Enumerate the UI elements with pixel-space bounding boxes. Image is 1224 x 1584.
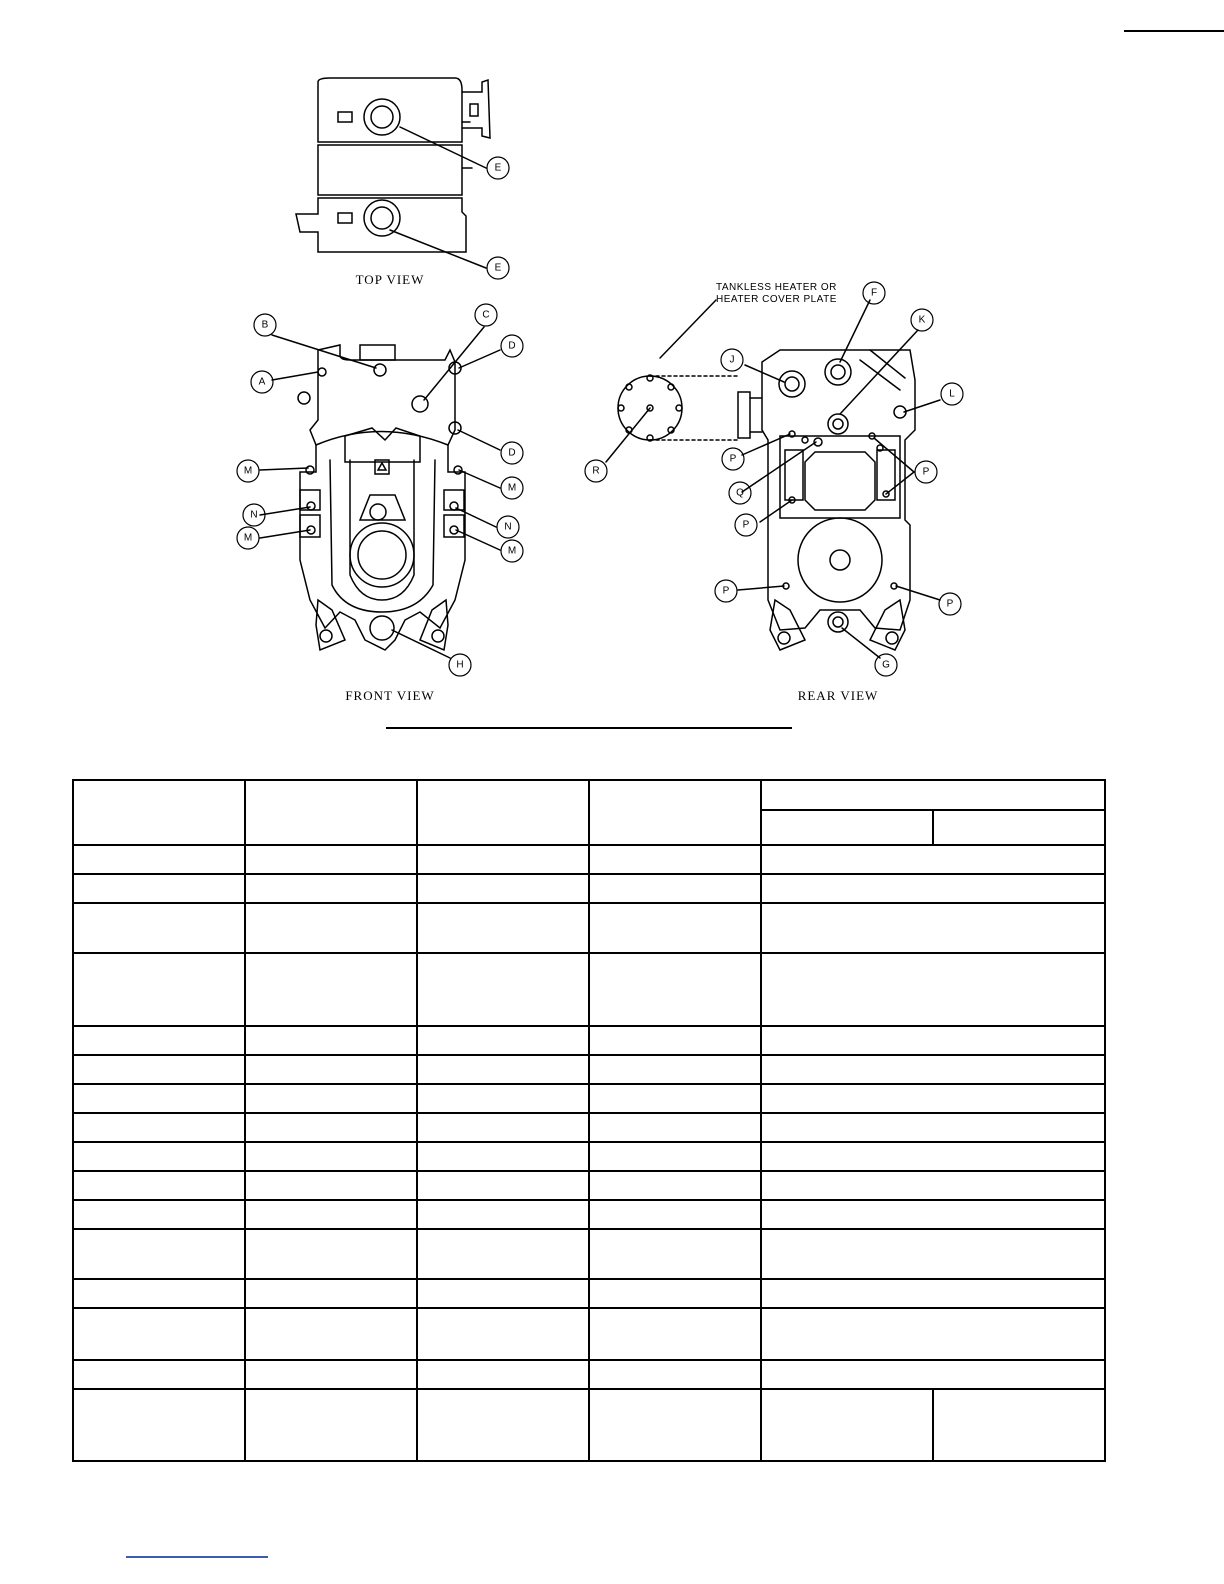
- callout-k: K: [918, 314, 926, 326]
- table-cell: [761, 845, 1105, 874]
- boiler-figure: [0, 0, 1224, 760]
- table-row: [73, 1389, 1105, 1461]
- table-cell: [417, 1171, 589, 1200]
- table-row: [73, 1360, 1105, 1389]
- table-cell: [417, 1308, 589, 1360]
- callout-f: F: [870, 287, 878, 299]
- table-row: [73, 953, 1105, 1026]
- table-cell: [73, 953, 245, 1026]
- table-cell: [589, 1055, 761, 1084]
- table-cell: [245, 1084, 417, 1113]
- table-cell: [933, 810, 1105, 845]
- table-cell: [417, 1142, 589, 1171]
- table-cell: [73, 1308, 245, 1360]
- table-cell: [417, 1200, 589, 1229]
- table-cell: [73, 1084, 245, 1113]
- table-cell: [589, 1084, 761, 1113]
- front-view-caption: FRONT VIEW: [345, 688, 435, 703]
- table-cell: [73, 1142, 245, 1171]
- table-cell: [589, 953, 761, 1026]
- table-row: [73, 1142, 1105, 1171]
- table-row: [73, 1113, 1105, 1142]
- table-cell: [245, 953, 417, 1026]
- table-cell: [73, 780, 245, 845]
- table-cell: [761, 1142, 1105, 1171]
- heater-note-line-1: TANKLESS HEATER OR: [716, 282, 837, 293]
- table-cell: [589, 780, 761, 845]
- top-view-caption: TOP VIEW: [355, 272, 425, 287]
- table-cell: [417, 1360, 589, 1389]
- table-row: [73, 1026, 1105, 1055]
- table-cell: [245, 1171, 417, 1200]
- table-cell: [761, 1229, 1105, 1279]
- table-cell: [417, 903, 589, 953]
- callout-p-5: P: [946, 598, 954, 610]
- rear-view-drawing: [738, 350, 915, 650]
- callout-m-right-lower: M: [507, 545, 517, 557]
- table-cell: [73, 1389, 245, 1461]
- table-cell: [245, 874, 417, 903]
- table-cell: [761, 780, 1105, 810]
- table-row: [73, 874, 1105, 903]
- table-cell: [417, 1113, 589, 1142]
- table-cell: [73, 903, 245, 953]
- table-cell: [589, 903, 761, 953]
- table-cell: [245, 1026, 417, 1055]
- table-cell: [589, 1171, 761, 1200]
- rear-view-caption: REAR VIEW: [797, 688, 879, 703]
- callout-p-3: P: [922, 466, 930, 478]
- top-view-drawing: [296, 78, 490, 252]
- callout-m-left-lower: M: [243, 532, 253, 544]
- table-row: [73, 1229, 1105, 1279]
- callout-p-4: P: [722, 585, 730, 597]
- table-cell: [589, 874, 761, 903]
- heater-note-line-2: HEATER COVER PLATE: [716, 294, 837, 305]
- table-cell: [417, 780, 589, 845]
- table-cell: [761, 1308, 1105, 1360]
- table-cell: [761, 1279, 1105, 1308]
- callout-l: L: [949, 388, 955, 400]
- table-cell: [73, 1200, 245, 1229]
- callout-g: G: [882, 659, 890, 671]
- callout-m-right-upper: M: [507, 482, 517, 494]
- table-cell: [245, 1389, 417, 1461]
- table-cell: [589, 1200, 761, 1229]
- table-row: [73, 1084, 1105, 1113]
- callout-n-right: N: [504, 521, 512, 533]
- callout-n-left: N: [250, 509, 258, 521]
- table-cell: [73, 1113, 245, 1142]
- table-cell: [589, 1389, 761, 1461]
- callout-q: Q: [736, 487, 744, 499]
- callout-letters: [244, 163, 955, 671]
- table-row: [73, 1279, 1105, 1308]
- table-cell: [245, 1308, 417, 1360]
- callout-a: A: [258, 376, 266, 388]
- table-cell: [245, 1142, 417, 1171]
- leader-lines: [260, 127, 940, 658]
- callout-e-bottom: E: [494, 262, 502, 274]
- table-cell: [761, 1171, 1105, 1200]
- table-cell: [73, 1229, 245, 1279]
- table-cell: [417, 1279, 589, 1308]
- table-cell: [417, 1389, 589, 1461]
- table-row: [73, 845, 1105, 874]
- table-cell: [589, 1113, 761, 1142]
- table-cell: [245, 1055, 417, 1084]
- footer-link[interactable]: [126, 1556, 268, 1558]
- table-row: [73, 903, 1105, 953]
- table-cell: [245, 1229, 417, 1279]
- callout-r: R: [592, 465, 600, 477]
- table-cell: [761, 953, 1105, 1026]
- callout-circles: [237, 157, 963, 676]
- table-cell: [245, 903, 417, 953]
- table-cell: [761, 1113, 1105, 1142]
- table-row: [73, 780, 1105, 810]
- table-cell: [417, 1055, 589, 1084]
- table-cell: [761, 1026, 1105, 1055]
- table-row: [73, 1200, 1105, 1229]
- callout-d-lower: D: [508, 447, 516, 459]
- callout-p-1: P: [729, 453, 737, 465]
- front-view-drawing: [298, 345, 465, 650]
- figure-underline: [386, 727, 792, 729]
- table-cell: [73, 1055, 245, 1084]
- heater-cover-plate: [618, 300, 738, 441]
- table-cell: [933, 1389, 1105, 1461]
- table-cell: [417, 845, 589, 874]
- table-cell: [417, 1026, 589, 1055]
- table-cell: [589, 1308, 761, 1360]
- callout-j: J: [729, 354, 735, 366]
- table-cell: [245, 1200, 417, 1229]
- callout-h: H: [456, 659, 464, 671]
- callout-p-2: P: [742, 519, 750, 531]
- table-cell: [589, 1026, 761, 1055]
- table-cell: [417, 874, 589, 903]
- table-cell: [73, 1279, 245, 1308]
- callout-d-upper: D: [508, 340, 516, 352]
- table-cell: [245, 845, 417, 874]
- table-cell: [589, 1229, 761, 1279]
- table-row: [73, 1055, 1105, 1084]
- table-row: [73, 1171, 1105, 1200]
- table-cell: [589, 845, 761, 874]
- table-cell: [589, 1279, 761, 1308]
- table-cell: [761, 1084, 1105, 1113]
- table-cell: [245, 1279, 417, 1308]
- callout-c: C: [482, 309, 490, 321]
- table-cell: [73, 874, 245, 903]
- table-cell: [417, 953, 589, 1026]
- table-cell: [417, 1229, 589, 1279]
- callout-e-top: E: [494, 162, 502, 174]
- table-cell: [589, 1360, 761, 1389]
- table-cell: [589, 1142, 761, 1171]
- table-cell: [73, 1026, 245, 1055]
- table-cell: [245, 780, 417, 845]
- table-cell: [245, 1360, 417, 1389]
- table-cell: [761, 903, 1105, 953]
- table-cell: [761, 810, 933, 845]
- table-cell: [417, 1084, 589, 1113]
- table-cell: [73, 845, 245, 874]
- table-cell: [761, 1389, 933, 1461]
- table-cell: [73, 1171, 245, 1200]
- table-cell: [761, 874, 1105, 903]
- table-row: [73, 1308, 1105, 1360]
- table-cell: [73, 1360, 245, 1389]
- table-cell: [245, 1113, 417, 1142]
- table-cell: [761, 1360, 1105, 1389]
- table-cell: [761, 1055, 1105, 1084]
- callout-b: B: [261, 319, 269, 331]
- connections-table: [72, 779, 1106, 1462]
- table-cell: [761, 1200, 1105, 1229]
- callout-m-left-upper: M: [243, 465, 253, 477]
